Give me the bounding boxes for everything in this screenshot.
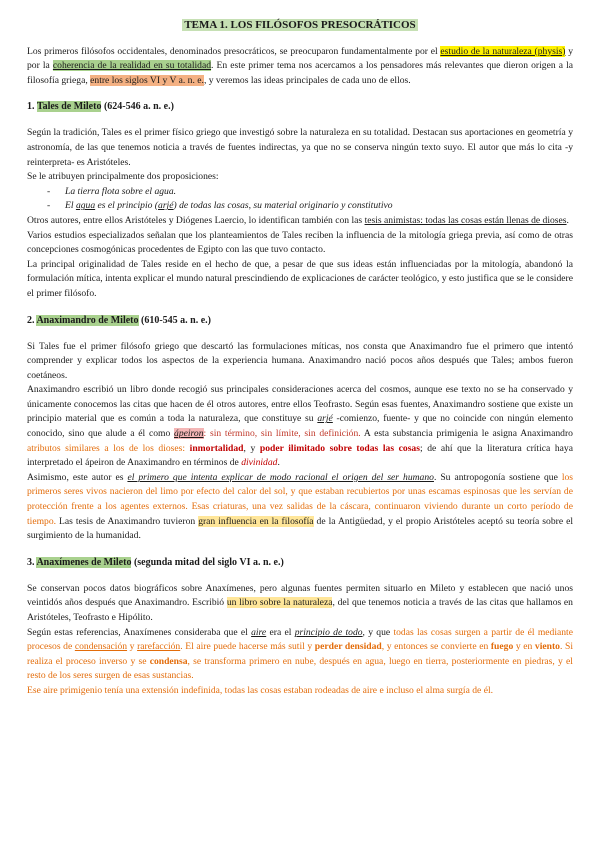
tales-paragraph-4: Varios estudios especializados señalan que los planteamientos de Tales reciben la influencia de la mitología griega previa, así como de otras concepciones cosmogónicas procedentes de Egipto con las que tuvo contacto. xyxy=(27,229,573,256)
anaximandro-paragraph-3: Asimismo, este autor es el primero que intenta explicar de modo racional el origen del ser humano. Su antropogonía sostiene que los primeros seres vivos nacieron del limo por efecto del calor del sol, y que estaban recubiertos por unas escamas espinosas que les servían de protección frente a los agentes externos. Esas criaturas, una vez salidas de la cáscara, continuaron viviendo durante un corto período de tiempo. Las tesis de Anaximandro tuvieron gran influencia en la filosofía de la Antigüedad, y el propio Aristóteles aceptó su teoría sobre el surgimiento de la humanidad. xyxy=(27,471,574,542)
highlight-physis: estudio de la naturaleza (physis) xyxy=(440,45,566,57)
anaximenes-paragraph-2: Según estas referencias, Anaxímenes consideraba que el aire era el principio de todo, y que todas las cosas surgen a partir de él mediante procesos de condensación y rarefacción. El aire puede hacerse más sutil y perder densidad, y entonces se convierte en fuego y en viento. Si realiza el proceso inverso y se condensa, se transforma primero en nube, después en agua, luego en tierra, posteriormente en piedras, y el resto de los seres surgen de esas sustancias. xyxy=(27,626,573,682)
anaximenes-paragraph-1: Se conservan pocos datos biográficos sobre Anaxímenes, pero algunas fuentes permiten situarlo en Mileto y establecen que nació unos veintidós años después que Anaximandro. Escribió un libro sobre la naturaleza, del que tenemos noticia a través de las citas que hallamos en Aristóteles, Teofrasto e Hipólito. xyxy=(27,582,573,623)
tales-paragraph-2: Se le atribuyen principalmente dos proposiciones: xyxy=(27,171,219,183)
tales-paragraph-3: Otros autores, entre ellos Aristóteles y Diógenes Laercio, lo identifican también con las tesis animistas: todas las cosas están llenas de dioses. xyxy=(27,214,569,226)
list-item: - La tierra flota sobre el agua. xyxy=(65,185,573,200)
anaximandro-paragraph-2: Anaximandro escribió un libro donde recogió sus principales consideraciones acerca del cosmos, aunque ese texto no se ha conservado y únicamente conocemos las citas que hacen de él otros autores, entre ellos Teofrasto. Según esas fuentes, Anaximandro sostiene que existe un principio material que es común a toda la naturaleza, que constituye su arjé -comienzo, fuente- y que no coincide con ningún elemento conocido, sino que alude a él como ápeiron: sin término, sin límite, sin definición. A esta substancia primigenia le asigna Anaximandro atributos similares a los de los dioses: inmortalidad, y poder ilimitado sobre todas las cosas; de ahí que la literatura crítica haya interpretado el ápeiron de Anaximandro en términos de divinidad. xyxy=(27,384,574,469)
highlight-centuries: entre los siglos VI y V a. n. e. xyxy=(90,74,204,86)
section-heading-tales: 1. Tales de Mileto (624-546 a. n. e.) xyxy=(27,101,174,113)
page-title: TEMA 1. LOS FILÓSOFOS PRESOCRÁTICOS xyxy=(184,19,416,31)
intro-paragraph: Los primeros filósofos occidentales, denominados presocráticos, se preocuparon fundamentalmente por el estudio de la naturaleza (physis) y por la coherencia de la realidad en su totalidad. En este primer tema nos acercamos a los pensadores más relevantes que dieron origen a la filosofía griega, entre los siglos VI y V a. n. e., y veremos las ideas principales de cada uno de ellos. xyxy=(27,45,574,86)
tales-paragraph-5: La principal originalidad de Tales reside en el hecho de que, a pesar de que sus ideas están influenciadas por la mitología, abandonó la formulación mítica, intenta explicar el mundo natural prescindiendo de explicaciones de carácter teológico, y esto justifica que se le considere el primer filósofo. xyxy=(27,258,573,299)
anaximenes-paragraph-3: Ese aire primigenio tenía una extensión indefinida, todas las cosas estaban rodeadas de aire e incluso el alma surgía de él. xyxy=(27,684,494,696)
tales-paragraph-1: Según la tradición, Tales es el primer físico griego que investigó sobre la naturaleza en su totalidad. Destacan sus aportaciones en geometría y astronomía, de las que tenemos noticia a través de fuentes indirectas, ya que no se conserva ningún texto suyo. El autor que más lo cita -y reinterpreta- es Aristóteles. xyxy=(27,127,573,168)
highlight-coherence: coherencia de la realidad en su totalidad xyxy=(52,60,212,72)
list-item: - El agua es el principio (arjé) de todas las cosas, su material originario y constitutivo xyxy=(65,199,573,214)
section-heading-anaximandro: 2. Anaximandro de Mileto (610-545 a. n. e.) xyxy=(27,314,211,326)
anaximandro-paragraph-1: Si Tales fue el primer filósofo griego que descartó las formulaciones míticas, nos consta que Anaximandro fue el primero que intentó comprender y explicar todos los aspectos de la experiencia humana. Anaximandro nació pocos años después que Tales; ambos fueron coetáneos. xyxy=(27,340,573,381)
tales-propositions-list xyxy=(27,185,573,214)
section-heading-anaximenes: 3. Anaxímenes de Mileto (segunda mitad del siglo VI a. n. e.) xyxy=(27,556,284,568)
